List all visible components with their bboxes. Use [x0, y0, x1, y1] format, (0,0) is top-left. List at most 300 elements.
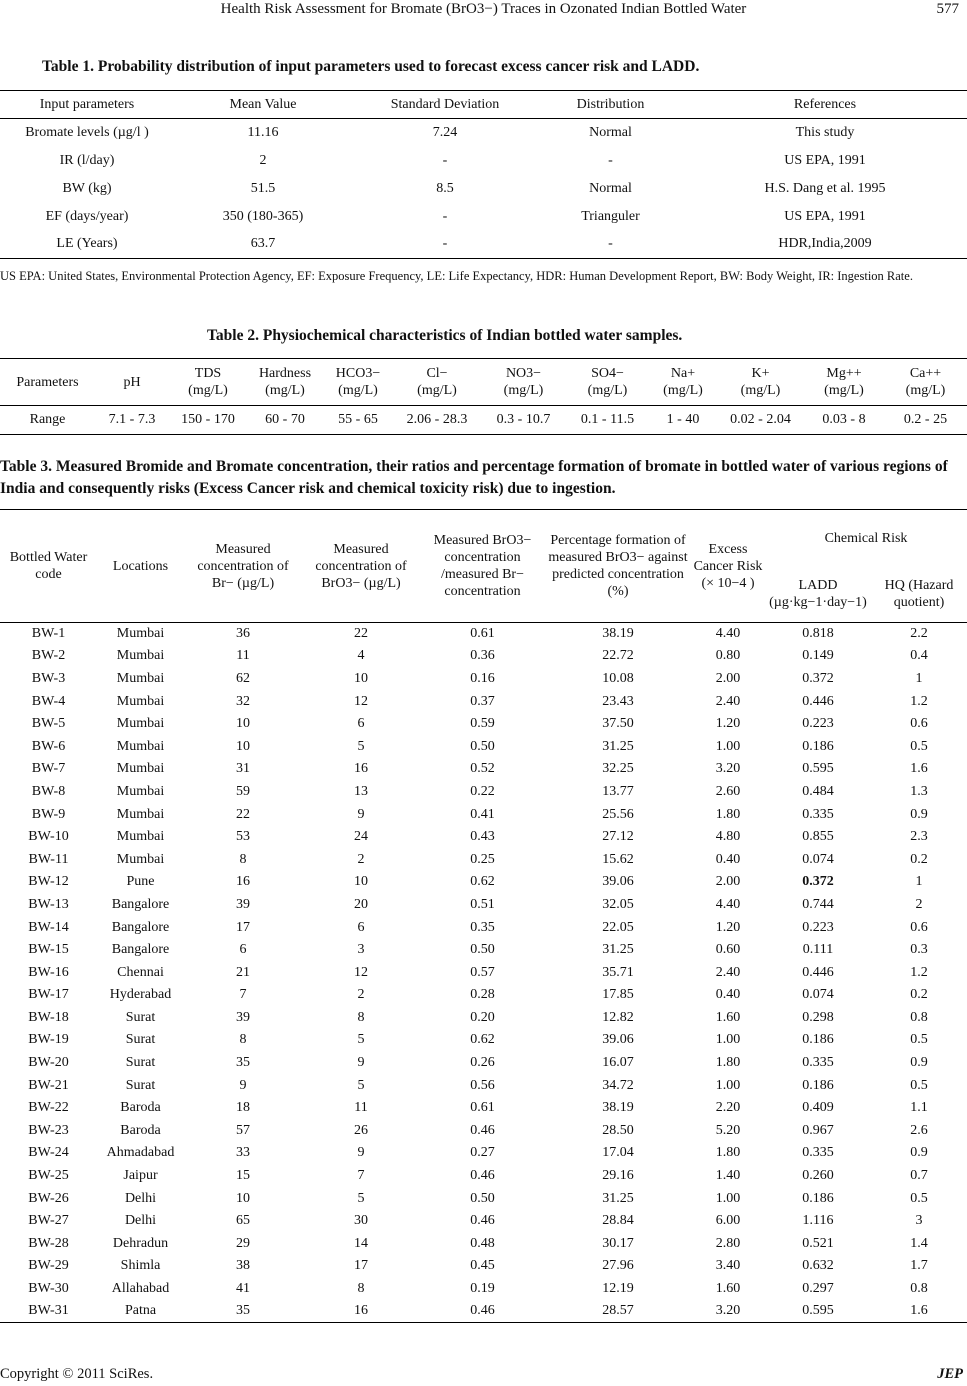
table-cell: 2.20: [715, 1100, 741, 1116]
table-cell: 7: [357, 1168, 365, 1184]
table-cell: 0.595: [765, 1300, 871, 1323]
table-cell: 6: [357, 919, 365, 935]
table-cell: 10: [354, 874, 368, 890]
table-cell: BW-5: [31, 716, 66, 732]
table-cell: 0.8: [910, 1281, 928, 1297]
table-cell: 0.3 - 10.7: [481, 406, 566, 435]
table-cell: 0.7: [910, 1168, 928, 1184]
table-cell: Mumbai: [116, 851, 165, 867]
table-cell: Baroda: [120, 1122, 161, 1138]
table-cell: 23.43: [602, 693, 634, 709]
table-cell: 3: [915, 1213, 923, 1229]
col-header-name: NO3−: [505, 366, 542, 381]
table-cell: BW-11: [28, 851, 69, 867]
table-cell: 39: [236, 1009, 250, 1025]
table-cell: Bangalore: [111, 896, 170, 912]
table-cell: 15.62: [602, 851, 634, 867]
table-cell: 1.60: [715, 1009, 741, 1025]
table-cell: BW-24: [28, 1145, 69, 1161]
table-cell: 31.25: [602, 942, 634, 958]
table-cell: 0.62: [470, 874, 495, 890]
col-header-percentage: Percentage formation of measured BrO3− against predicted concentration (%): [545, 510, 691, 623]
col-header-unit: (mg/L): [503, 383, 544, 398]
table-cell: 8: [357, 1009, 365, 1025]
table-cell: 0.6: [910, 919, 928, 935]
table-cell: 2: [915, 896, 923, 912]
table-cell: 1.60: [715, 1281, 741, 1297]
table-cell: 0.484: [802, 783, 834, 799]
table-cell: 0.8: [910, 1009, 928, 1025]
table-cell: BW (kg): [62, 180, 112, 196]
table-cell: 1.80: [715, 806, 741, 822]
table-cell: 28.57: [545, 1300, 691, 1323]
table-cell: -: [538, 231, 683, 259]
table-cell: 34.72: [602, 1077, 634, 1093]
table-cell: 2.40: [715, 693, 741, 709]
table-cell: Chennai: [117, 964, 164, 980]
table-cell: 0.223: [802, 919, 834, 935]
table-cell: Delhi: [124, 1190, 157, 1206]
table-cell: 35.71: [602, 964, 634, 980]
col-header-unit: (mg/L): [417, 383, 457, 398]
table-cell: 0.41: [470, 806, 495, 822]
table1: [0, 90, 967, 259]
table-cell: Surat: [125, 1032, 156, 1048]
table-cell: Mumbai: [116, 648, 165, 664]
col-header-ratio: Measured BrO3− concentration /measured Br− concentration: [420, 510, 545, 623]
table-row: [0, 1097, 967, 1120]
table-cell: 0.260: [802, 1168, 834, 1184]
col-header-location: Locations: [97, 510, 184, 623]
table-cell: 0.56: [470, 1077, 495, 1093]
table-cell: Surat: [125, 1077, 156, 1093]
table-cell: 11: [236, 648, 250, 664]
table-cell: 0.4: [910, 648, 928, 664]
table-cell: 0.372: [802, 874, 834, 890]
table-cell: 10: [236, 1190, 250, 1206]
table-cell: 0.446: [802, 964, 834, 980]
table-cell: Allahabad: [111, 1281, 170, 1297]
table-cell: 7: [239, 987, 247, 1003]
table-cell: 0.9: [910, 806, 928, 822]
table-cell: 13.77: [602, 783, 634, 799]
table-cell: 2.80: [715, 1235, 741, 1251]
running-header: [0, 0, 967, 24]
page-number: 577: [936, 1, 959, 17]
table-cell: 28.84: [602, 1213, 634, 1229]
col-header-unit: (mg/L): [265, 383, 305, 398]
table-cell: 1.3: [910, 783, 928, 799]
table-cell: 13: [354, 783, 368, 799]
table-row: [0, 871, 967, 894]
table-cell: Pune: [126, 874, 155, 890]
table-cell: 53: [236, 829, 250, 845]
table-cell: 5: [357, 1190, 365, 1206]
col-header-unit: (mg/L): [740, 383, 781, 398]
table-cell: BW-3: [31, 670, 66, 686]
table-cell: BW-15: [28, 942, 69, 958]
table-cell: BW-9: [31, 806, 66, 822]
table-cell: Surat: [125, 1009, 156, 1025]
table-cell: 8: [239, 851, 247, 867]
table-cell: 0.2: [910, 987, 928, 1003]
table-cell: 1.80: [715, 1145, 741, 1161]
table-cell: BW-27: [28, 1213, 69, 1229]
table-cell: 0.48: [470, 1235, 495, 1251]
table3-header-row-1: [0, 510, 967, 567]
table-cell: Mumbai: [116, 693, 165, 709]
table2-col-header: [247, 359, 323, 406]
col-header-hq: HQ (Hazard quotient): [871, 566, 967, 623]
table-cell: 10: [354, 670, 368, 686]
table-row: [0, 1142, 967, 1165]
table-cell: 32: [236, 693, 250, 709]
table-cell: Trianguler: [581, 208, 640, 224]
table-cell: 0.50: [470, 1190, 495, 1206]
table-row: [0, 803, 967, 826]
table-cell: 0.61: [470, 626, 495, 642]
table3-body: [0, 623, 967, 1323]
table-cell: 16: [354, 761, 368, 777]
table-cell: 1.4: [910, 1235, 928, 1251]
col-header-name: Cl−: [426, 366, 448, 381]
table-cell: 1.00: [715, 1077, 741, 1093]
table-cell: 35: [184, 1300, 302, 1323]
table-cell: 1.6: [871, 1300, 967, 1323]
table-cell: BW-6: [31, 738, 66, 754]
table-cell: BW-8: [31, 783, 66, 799]
table-cell: 2.6: [910, 1122, 928, 1138]
table-cell: 7.1 - 7.3: [95, 406, 169, 435]
table-cell: Bangalore: [111, 942, 170, 958]
table-cell: 0.335: [802, 1145, 834, 1161]
table-cell: Normal: [589, 180, 632, 196]
table-cell: 0.074: [802, 987, 834, 1003]
table-cell: 0.595: [802, 761, 834, 777]
col-header-unit: (mg/L): [338, 383, 378, 398]
table-row: [0, 961, 967, 984]
col-header-code: Bottled Water code: [0, 510, 97, 623]
col-header-br: Measured concentration of Br− (µg/L): [184, 510, 302, 623]
table-cell: 0.50: [470, 738, 495, 754]
table-cell: 36: [236, 626, 250, 642]
table-cell: 37.50: [602, 716, 634, 732]
table-cell: 2: [357, 987, 365, 1003]
table-cell: 0.46: [470, 1168, 495, 1184]
table-cell: 14: [354, 1235, 368, 1251]
table-cell: 8: [239, 1032, 247, 1048]
table-cell: 26: [354, 1122, 368, 1138]
table-cell: Mumbai: [116, 783, 165, 799]
table-row: [0, 203, 967, 231]
table-cell: 2: [357, 851, 365, 867]
table-cell: Bangalore: [111, 919, 170, 935]
table-row: [0, 231, 967, 259]
table-cell: 2: [259, 152, 267, 168]
table-cell: 22.72: [602, 648, 634, 664]
table-cell: BW-4: [31, 693, 66, 709]
table-cell: 10: [236, 716, 250, 732]
table-cell: -: [442, 208, 448, 224]
table-cell: BW-30: [28, 1281, 69, 1297]
table-cell: H.S. Dang et al. 1995: [764, 180, 886, 196]
table-cell: 32.05: [602, 896, 634, 912]
table-cell: 0.02 - 2.04: [717, 406, 804, 435]
table-cell: 2.00: [715, 670, 741, 686]
table-cell: 11.16: [247, 124, 279, 140]
col-header-chemical-risk: Chemical Risk: [765, 510, 967, 567]
table-cell: 60 - 70: [247, 406, 323, 435]
table-cell: 0.298: [802, 1009, 834, 1025]
table1-header-row: [0, 91, 967, 119]
table-row: [0, 1187, 967, 1210]
col-header-name: K+: [751, 366, 770, 381]
table-cell: Hyderabad: [109, 987, 172, 1003]
table-cell: 2.06 - 28.3: [393, 406, 481, 435]
table-cell: 10.08: [602, 670, 634, 686]
table-cell: 31.25: [602, 738, 634, 754]
col-header-unit: (mg/L): [188, 383, 228, 398]
table-row: [0, 645, 967, 668]
table-cell: 0.46: [470, 1213, 495, 1229]
table-cell: 21: [236, 964, 250, 980]
table-cell: 0.297: [802, 1281, 834, 1297]
table-cell: 5: [357, 738, 365, 754]
col-header-name: pH: [123, 374, 141, 390]
table-cell: 2.40: [715, 964, 741, 980]
table-row: [0, 984, 967, 1007]
table-cell: 28.50: [602, 1122, 634, 1138]
table-cell: 0.16: [470, 670, 495, 686]
table-row: [0, 1052, 967, 1075]
table-cell: 0.03 - 8: [804, 406, 884, 435]
table-cell: 0.20: [470, 1009, 495, 1025]
table-cell: US EPA, 1991: [784, 152, 866, 168]
col-header-name: HCO3−: [335, 366, 381, 381]
table-cell: Shimla: [120, 1258, 161, 1274]
table-cell: 35: [236, 1055, 250, 1071]
table-row: [0, 735, 967, 758]
col-header-name: Parameters: [16, 374, 79, 390]
table-cell: 59: [236, 783, 250, 799]
copyright-text: Copyright © 2011 SciRes.: [0, 1366, 154, 1382]
table-row: [0, 1210, 967, 1233]
table-cell: 11: [354, 1100, 368, 1116]
table-row: [0, 1300, 967, 1323]
table-cell: BW-31: [0, 1300, 97, 1323]
table1-col-header: References: [683, 91, 967, 119]
table1-col-header: Standard Deviation: [352, 91, 538, 119]
table-cell: 3.20: [691, 1300, 765, 1323]
col-header-excess-cancer-risk: Excess Cancer Risk (× 10−4 ): [691, 510, 765, 623]
table-cell: BW-26: [28, 1190, 69, 1206]
table-cell: 0.9: [910, 1145, 928, 1161]
table-row: [0, 1278, 967, 1301]
table-cell: 2.2: [910, 626, 928, 642]
table-cell: 22.05: [602, 919, 634, 935]
table-row: [0, 175, 967, 203]
table-cell: 8: [357, 1281, 365, 1297]
table-cell: 0.61: [470, 1100, 495, 1116]
table-cell: BW-22: [28, 1100, 69, 1116]
table-cell: Jaipur: [123, 1168, 158, 1184]
table1-caption: Table 1. Probability distribution of input parameters used to forecast excess cancer risk and LADD.: [42, 58, 700, 75]
table-cell: Mumbai: [116, 738, 165, 754]
table-cell: Bromate levels (µg/l ): [25, 124, 149, 140]
table-cell: 0.40: [715, 987, 741, 1003]
table-cell: 2.60: [715, 783, 741, 799]
table-cell: 0.223: [802, 716, 834, 732]
table-cell: 0.19: [470, 1281, 495, 1297]
table-cell: 0.186: [802, 1077, 834, 1093]
table-cell: 65: [236, 1213, 250, 1229]
table-cell: 0.186: [802, 1032, 834, 1048]
table-row: [0, 690, 967, 713]
table-cell: 2.00: [715, 874, 741, 890]
table-cell: 9: [357, 1145, 365, 1161]
table-cell: BW-10: [28, 829, 69, 845]
table-cell: Mumbai: [116, 716, 165, 732]
table-cell: BW-13: [28, 896, 69, 912]
table-cell: 31.25: [602, 1190, 634, 1206]
table3-caption: Table 3. Measured Bromide and Bromate concentration, their ratios and percentage formation of bromate in bottled water of various regions of India and consequently risks (Excess Cancer risk and chemical toxicity risk) due to ingestion.: [0, 458, 948, 497]
table-row: [0, 1233, 967, 1256]
table-cell: 0.335: [802, 1055, 834, 1071]
table-cell: Mumbai: [116, 670, 165, 686]
table-cell: 17: [236, 919, 250, 935]
table-row: [0, 848, 967, 871]
table-cell: EF (days/year): [45, 208, 129, 224]
table-cell: 55 - 65: [323, 406, 393, 435]
table-cell: 0.27: [470, 1145, 495, 1161]
table-cell: 7.24: [432, 124, 458, 140]
table-cell: 18: [236, 1100, 250, 1116]
table-cell: 3.40: [715, 1258, 741, 1274]
table-cell: BW-28: [28, 1235, 69, 1251]
table-row: [0, 1165, 967, 1188]
running-title: Health Risk Assessment for Bromate (BrO3−) Traces in Ozonated Indian Bottled Water: [220, 1, 747, 17]
table-cell: BW-18: [28, 1009, 69, 1025]
table-cell: 8.5: [436, 180, 454, 196]
table1-col-header: Input parameters: [0, 91, 174, 119]
table2-col-header: [566, 359, 649, 406]
table-cell: 41: [236, 1281, 250, 1297]
table-cell: Delhi: [124, 1213, 157, 1229]
table-cell: 4.40: [715, 896, 741, 912]
table-cell: -: [608, 152, 613, 168]
table-cell: Baroda: [120, 1100, 161, 1116]
table-cell: 0.37: [470, 693, 495, 709]
table-cell: 0.186: [802, 1190, 834, 1206]
table-cell: 6.00: [715, 1213, 741, 1229]
table-cell: 38: [236, 1258, 250, 1274]
table-cell: 24: [354, 829, 368, 845]
table2-col-header: [649, 359, 717, 406]
table2-col-header: [323, 359, 393, 406]
table2-col-header: [169, 359, 247, 406]
col-header-unit: (mg/L): [587, 383, 628, 398]
table-cell: 3.20: [715, 761, 741, 777]
col-header-name: TDS: [194, 366, 222, 381]
table-cell: 1.00: [715, 1190, 741, 1206]
table-cell: 0.59: [470, 716, 495, 732]
table-cell: 20: [354, 896, 368, 912]
table-cell: 5: [357, 1032, 365, 1048]
table-cell: 12.19: [602, 1281, 634, 1297]
table-cell: 0.50: [470, 942, 495, 958]
table-cell: 39: [236, 896, 250, 912]
table-cell: 22: [236, 806, 250, 822]
table-cell: 12: [354, 693, 368, 709]
table-row: [0, 713, 967, 736]
table-cell: 0.6: [910, 716, 928, 732]
table-cell: 9: [357, 1055, 365, 1071]
table1-footnote: US EPA: United States, Environmental Protection Agency, EF: Exposure Frequency, LE: Life Expectancy, HDR: Human Development Report, BW: Body Weight, IR: Ingestion Rate.: [0, 269, 913, 283]
table-cell: 0.3: [910, 942, 928, 958]
table-row: [0, 758, 967, 781]
table-cell: Ahmadabad: [106, 1145, 175, 1161]
table-cell: IR (l/day): [59, 152, 115, 168]
table-cell: 0.60: [715, 942, 741, 958]
col-header-name: Ca++: [909, 366, 942, 381]
table-cell: 0.51: [470, 896, 495, 912]
table-cell: 1.2: [910, 693, 928, 709]
table-cell: 30: [354, 1213, 368, 1229]
table-cell: 9: [357, 806, 365, 822]
table-cell: This study: [795, 124, 855, 140]
table1-col-header: Mean Value: [174, 91, 352, 119]
table-cell: 4.80: [715, 829, 741, 845]
table-cell: 39.06: [602, 874, 634, 890]
table-cell: 12: [354, 964, 368, 980]
table-cell: 1.116: [802, 1213, 834, 1229]
table-row: [0, 147, 967, 175]
table2: [0, 358, 967, 435]
table-row: [0, 939, 967, 962]
table-cell: 38.19: [602, 1100, 634, 1116]
table-cell: Mumbai: [116, 829, 165, 845]
table-cell: 27.12: [602, 829, 634, 845]
table-cell: 0.5: [910, 1032, 928, 1048]
table-cell: 0.22: [470, 783, 495, 799]
table-cell: 51.5: [250, 180, 276, 196]
table-cell: 15: [236, 1168, 250, 1184]
table-cell: 16: [302, 1300, 420, 1323]
table3: [0, 509, 967, 1323]
table-cell: 0.074: [802, 851, 834, 867]
table-cell: BW-21: [28, 1077, 69, 1093]
table-cell: 0.409: [802, 1100, 834, 1116]
table-cell: 57: [236, 1122, 250, 1138]
table-cell: 3: [357, 942, 365, 958]
table-cell: 5: [357, 1077, 365, 1093]
table-cell: 17.04: [602, 1145, 634, 1161]
table-cell: 1.2: [910, 964, 928, 980]
table-cell: Surat: [125, 1055, 156, 1071]
col-header-unit: (mg/L): [824, 383, 864, 398]
table-cell: 6: [357, 716, 365, 732]
table-cell: 150 - 170: [169, 406, 247, 435]
table-cell: 0.855: [802, 829, 834, 845]
table-cell: 0.1 - 11.5: [566, 406, 649, 435]
col-header-unit: (mg/L): [905, 383, 946, 398]
table-cell: BW-12: [28, 874, 69, 890]
table-cell: 350 (180-365): [222, 208, 304, 224]
table-cell: 1.00: [715, 738, 741, 754]
table1-body: [0, 119, 967, 259]
table-cell: 12.82: [602, 1009, 634, 1025]
table-cell: 0.967: [802, 1122, 834, 1138]
